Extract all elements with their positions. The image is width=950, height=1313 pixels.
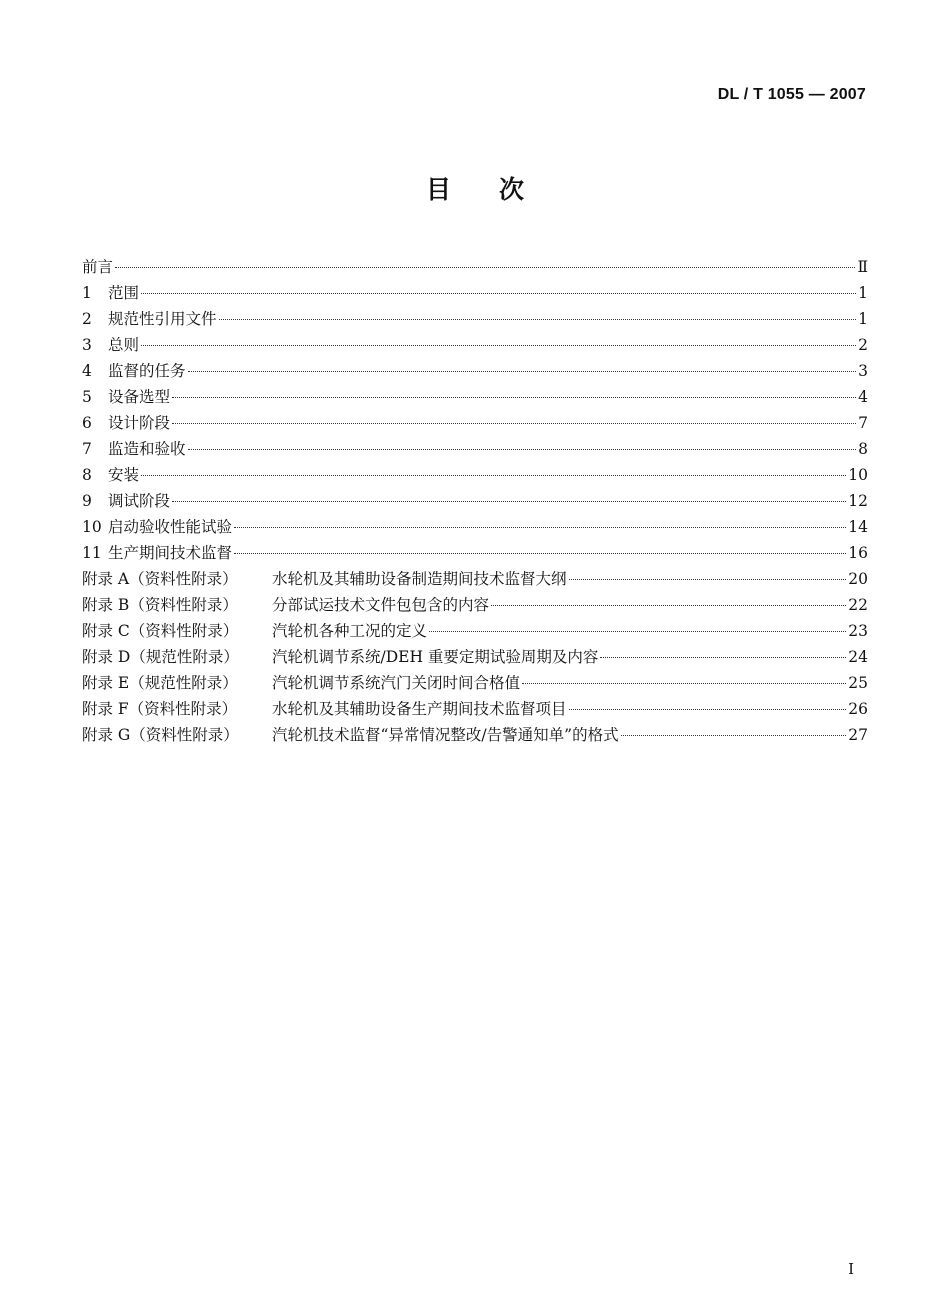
toc-section-number: 6: [82, 414, 92, 432]
toc-entry[interactable]: [82, 280, 868, 306]
toc-page-number: 1: [858, 284, 868, 302]
toc-entry-title: 汽轮机各种工况的定义: [272, 622, 428, 640]
toc-dot-leader: [569, 708, 847, 710]
toc-entry[interactable]: [82, 540, 868, 566]
toc-page-number: 1: [858, 310, 868, 328]
toc-entry-title: 水轮机及其辅助设备生产期间技术监督项目: [272, 700, 567, 718]
toc-dot-leader: [188, 448, 856, 450]
toc-appendix-label: 附录 F（资料性附录）: [82, 700, 238, 718]
toc-section-number: 9: [82, 492, 92, 510]
toc-page-number: 3: [858, 362, 868, 380]
toc-page-number: 14: [848, 518, 868, 536]
toc-page-number: Ⅱ: [857, 258, 868, 276]
toc-page-number: 27: [848, 726, 868, 744]
toc-entry[interactable]: [82, 358, 868, 384]
toc-entry-title: 调试阶段: [108, 492, 171, 510]
toc-entry-title: 汽轮机调节系统汽门关闭时间合格值: [272, 674, 521, 692]
toc-page-number: 2: [858, 336, 868, 354]
page-title: 目次: [425, 175, 572, 204]
toc-dot-leader: [234, 552, 846, 554]
toc-appendix-label: 附录 D（规范性附录）: [82, 648, 239, 666]
toc-entry[interactable]: [82, 254, 868, 280]
toc-entry-title: 汽轮机技术监督“异常情况整改/告警通知单”的格式: [272, 726, 619, 744]
toc-section-number: 1: [82, 284, 92, 302]
toc-entry[interactable]: [82, 670, 868, 696]
toc-entry-title: 监造和验收: [108, 440, 186, 458]
toc-page-number: 24: [848, 648, 868, 666]
toc-dot-leader: [600, 656, 846, 658]
toc-entry[interactable]: [82, 514, 868, 540]
toc-page-number: 16: [848, 544, 868, 562]
toc-entry-title: 生产期间技术监督: [108, 544, 233, 562]
toc-entry[interactable]: [82, 722, 868, 748]
toc-dot-leader: [172, 422, 856, 424]
toc-dot-leader: [141, 292, 856, 294]
toc-entry-title: 前言: [82, 258, 114, 276]
toc-section-number: 5: [82, 388, 92, 406]
toc-section-number: 7: [82, 440, 92, 458]
toc-entry-title: 设备选型: [108, 388, 171, 406]
table-of-contents: [82, 254, 868, 748]
toc-appendix-label: 附录 B（资料性附录）: [82, 596, 238, 614]
toc-dot-leader: [522, 682, 846, 684]
toc-dot-leader: [188, 370, 856, 372]
toc-entry[interactable]: [82, 332, 868, 358]
toc-entry-title: 分部试运技术文件包包含的内容: [272, 596, 490, 614]
toc-dot-leader: [141, 474, 846, 476]
toc-dot-leader: [491, 604, 846, 606]
toc-entry-title: 水轮机及其辅助设备制造期间技术监督大纲: [272, 570, 567, 588]
toc-entry[interactable]: [82, 488, 868, 514]
toc-dot-leader: [172, 500, 846, 502]
toc-entry[interactable]: [82, 644, 868, 670]
toc-entry[interactable]: [82, 462, 868, 488]
standard-code: DL / T 1055 — 2007: [717, 86, 866, 103]
toc-page-number: 7: [858, 414, 868, 432]
toc-page-number: 4: [858, 388, 868, 406]
toc-dot-leader: [141, 344, 856, 346]
toc-section-number: 4: [82, 362, 92, 380]
toc-dot-leader: [234, 526, 846, 528]
toc-entry-title: 汽轮机调节系统/DEH 重要定期试验周期及内容: [272, 648, 599, 666]
toc-page-number: 8: [858, 440, 868, 458]
toc-entry[interactable]: [82, 696, 868, 722]
toc-dot-leader: [429, 630, 846, 632]
toc-section-number: 11: [82, 544, 102, 562]
toc-entry[interactable]: [82, 410, 868, 436]
toc-page-number: 23: [848, 622, 868, 640]
toc-entry[interactable]: [82, 618, 868, 644]
toc-dot-leader: [219, 318, 856, 320]
toc-entry-title: 启动验收性能试验: [108, 518, 233, 536]
toc-dot-leader: [569, 578, 847, 580]
toc-appendix-label: 附录 C（资料性附录）: [82, 622, 239, 640]
toc-appendix-label: 附录 E（规范性附录）: [82, 674, 238, 692]
toc-section-number: 10: [82, 518, 102, 536]
toc-entry[interactable]: [82, 566, 868, 592]
toc-section-number: 8: [82, 466, 92, 484]
toc-page-number: 20: [848, 570, 868, 588]
toc-section-number: 3: [82, 336, 92, 354]
toc-section-number: 2: [82, 310, 92, 328]
toc-entry-title: 设计阶段: [108, 414, 171, 432]
toc-entry-title: 安装: [108, 466, 140, 484]
toc-appendix-label: 附录 G（资料性附录）: [82, 726, 239, 744]
toc-entry-title: 规范性引用文件: [108, 310, 217, 328]
toc-dot-leader: [172, 396, 856, 398]
toc-dot-leader: [621, 734, 847, 736]
toc-page-number: 10: [848, 466, 868, 484]
toc-entry-title: 范围: [108, 284, 140, 302]
footer-page-number: I: [848, 1260, 854, 1278]
toc-appendix-label: 附录 A（资料性附录）: [82, 570, 238, 588]
toc-entry[interactable]: [82, 384, 868, 410]
toc-page-number: 22: [848, 596, 868, 614]
toc-page-number: 25: [848, 674, 868, 692]
toc-page-number: 12: [848, 492, 868, 510]
toc-entry-title: 监督的任务: [108, 362, 186, 380]
toc-entry[interactable]: [82, 592, 868, 618]
toc-entry[interactable]: [82, 436, 868, 462]
toc-dot-leader: [115, 266, 855, 268]
toc-entry-title: 总则: [108, 336, 140, 354]
toc-page-number: 26: [848, 700, 868, 718]
toc-entry[interactable]: [82, 306, 868, 332]
